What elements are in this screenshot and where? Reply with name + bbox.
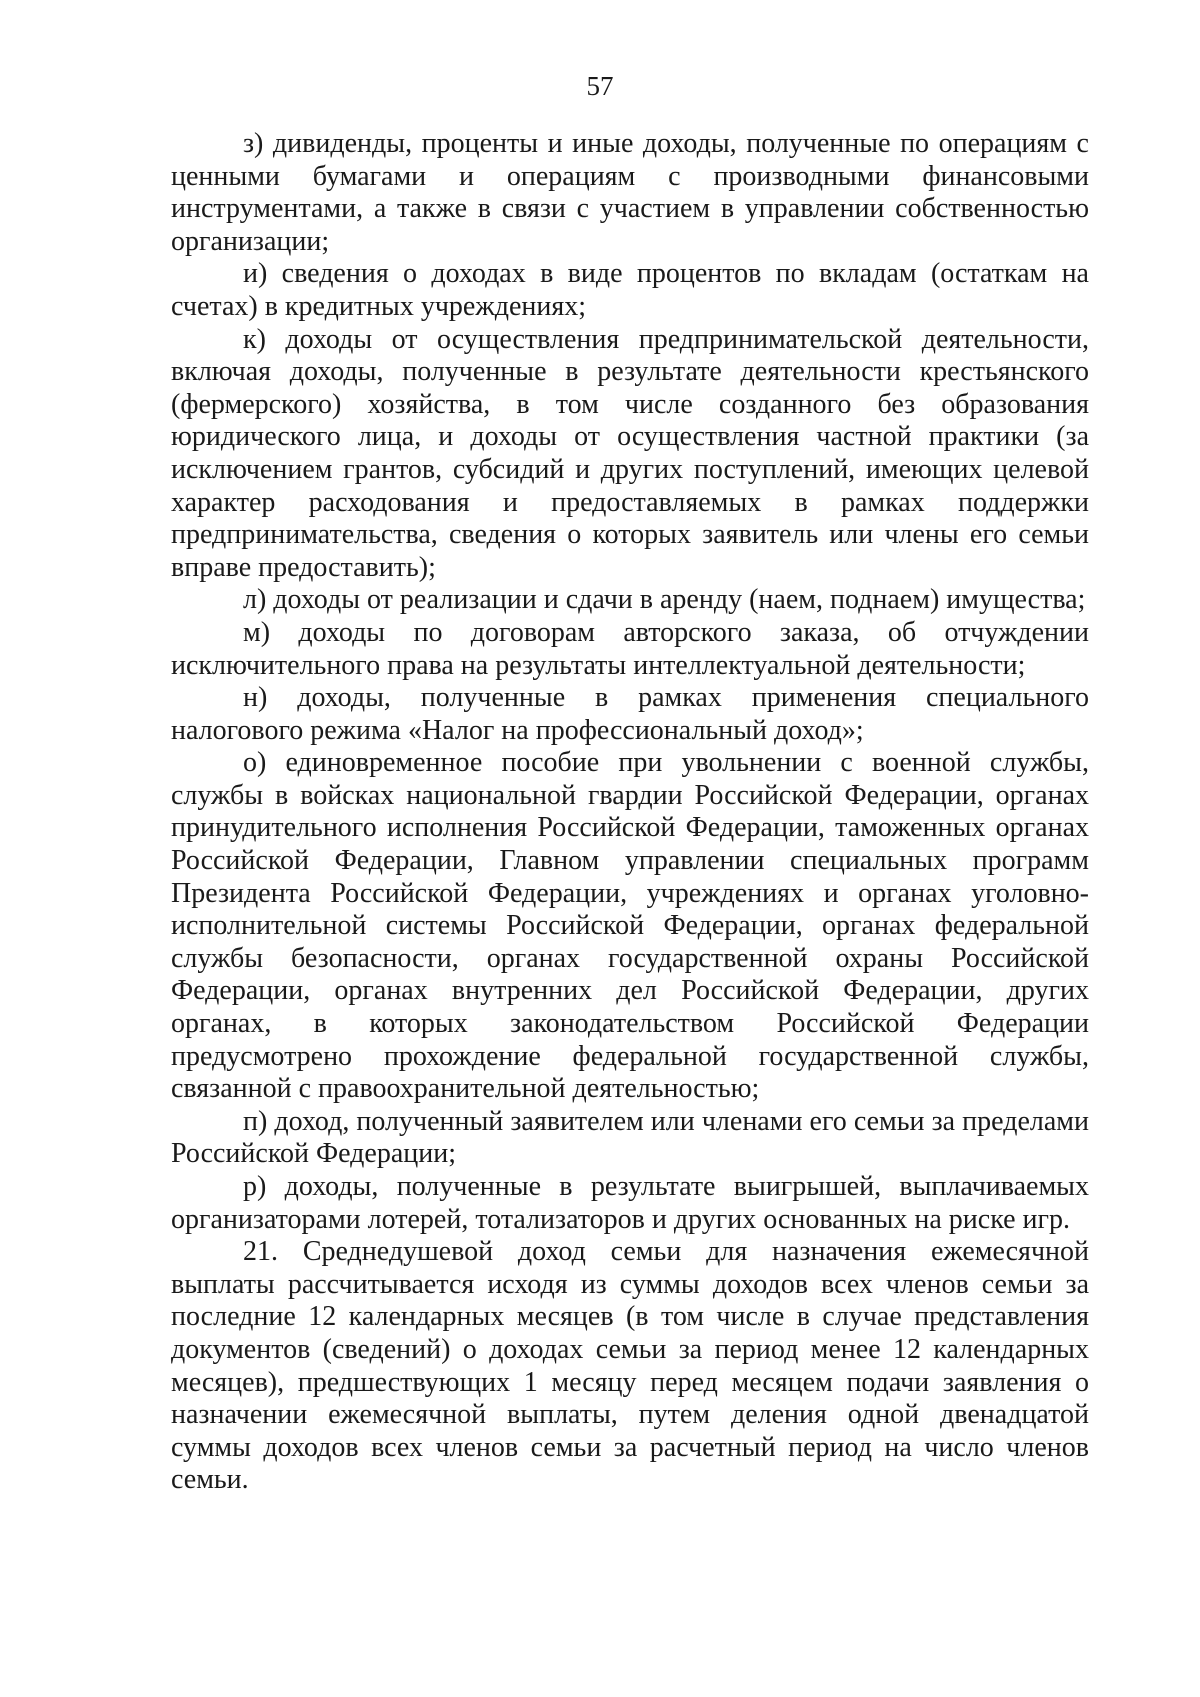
paragraph-z: з) дивиденды, проценты и иные доходы, полученные по операциям с ценными бумагами и операциям с производными финансовыми инструментами, а также в связи с участием в управлении собственностью организации; bbox=[171, 128, 1089, 257]
paragraph-l: л) доходы от реализации и сдачи в аренду (наем, поднаем) имущества; bbox=[243, 584, 1086, 616]
document-body bbox=[171, 128, 1089, 1497]
paragraph-m: м) доходы по договорам авторского заказа, об отчуждении исключительного права на результаты интеллектуальной деятельности; bbox=[171, 616, 1089, 681]
paragraph-k: к) доходы от осуществления предпринимательской деятельности, включая доходы, полученные в результате деятельности крестьянского (фермерского) хозяйства, в том числе созданного без образования юридического лица, и доходы от осуществления частной практики (за исключением грантов, субсидий и других поступлений, имеющих целевой характер расходования и предоставляемых в рамках поддержки предпринимательства, сведения о которых заявитель или члены его семьи вправе предоставить); bbox=[171, 323, 1089, 583]
paragraph-21: 21. Среднедушевой доход семьи для назначения ежемесячной выплаты рассчитывается исходя из суммы доходов всех членов семьи за последние 12 календарных месяцев (в том числе в случае представления документов (сведений) о доходах семьи за период менее 12 календарных месяцев), предшествующих 1 месяцу перед месяцем подачи заявления о назначении ежемесячной выплаты, путем деления одной двенадцатой суммы доходов всех членов семьи за расчетный период на число членов семьи. bbox=[171, 1236, 1089, 1496]
paragraph-n: н) доходы, полученные в рамках применения специального налогового режима «Налог на профессиональный доход»; bbox=[171, 682, 1089, 746]
paragraph-r: р) доходы, полученные в результате выигрышей, выплачиваемых организаторами лотерей, тотализаторов и других основанных на риске игр. bbox=[171, 1171, 1089, 1235]
paragraph-p: п) доход, полученный заявителем или членами его семьи за пределами Российской Федерации; bbox=[171, 1105, 1089, 1170]
page-number: 57 bbox=[586, 71, 614, 101]
paragraph-i: и) сведения о доходах в виде процентов по вкладам (остаткам на счетах) в кредитных учреждениях; bbox=[171, 258, 1089, 322]
paragraph-o: о) единовременное пособие при увольнении с военной службы, службы в войсках национальной гвардии Российской Федерации, органах принудительного исполнения Российской Федерации, таможенных органах Российской Федерации, Главном управлении специальных программ Президента Российской Федерации, учреждениях и органах уголовно-исполнительной системы Российской Федерации, органах федеральной службы безопасности, органах государственной охраны Российской Федерации, органах внутренних дел Российской Федерации, других органах, в которых законодательством Российской Федерации предусмотрено прохождение федеральной государственной службы, связанной с правоохранительной деятельностью; bbox=[171, 747, 1089, 1105]
